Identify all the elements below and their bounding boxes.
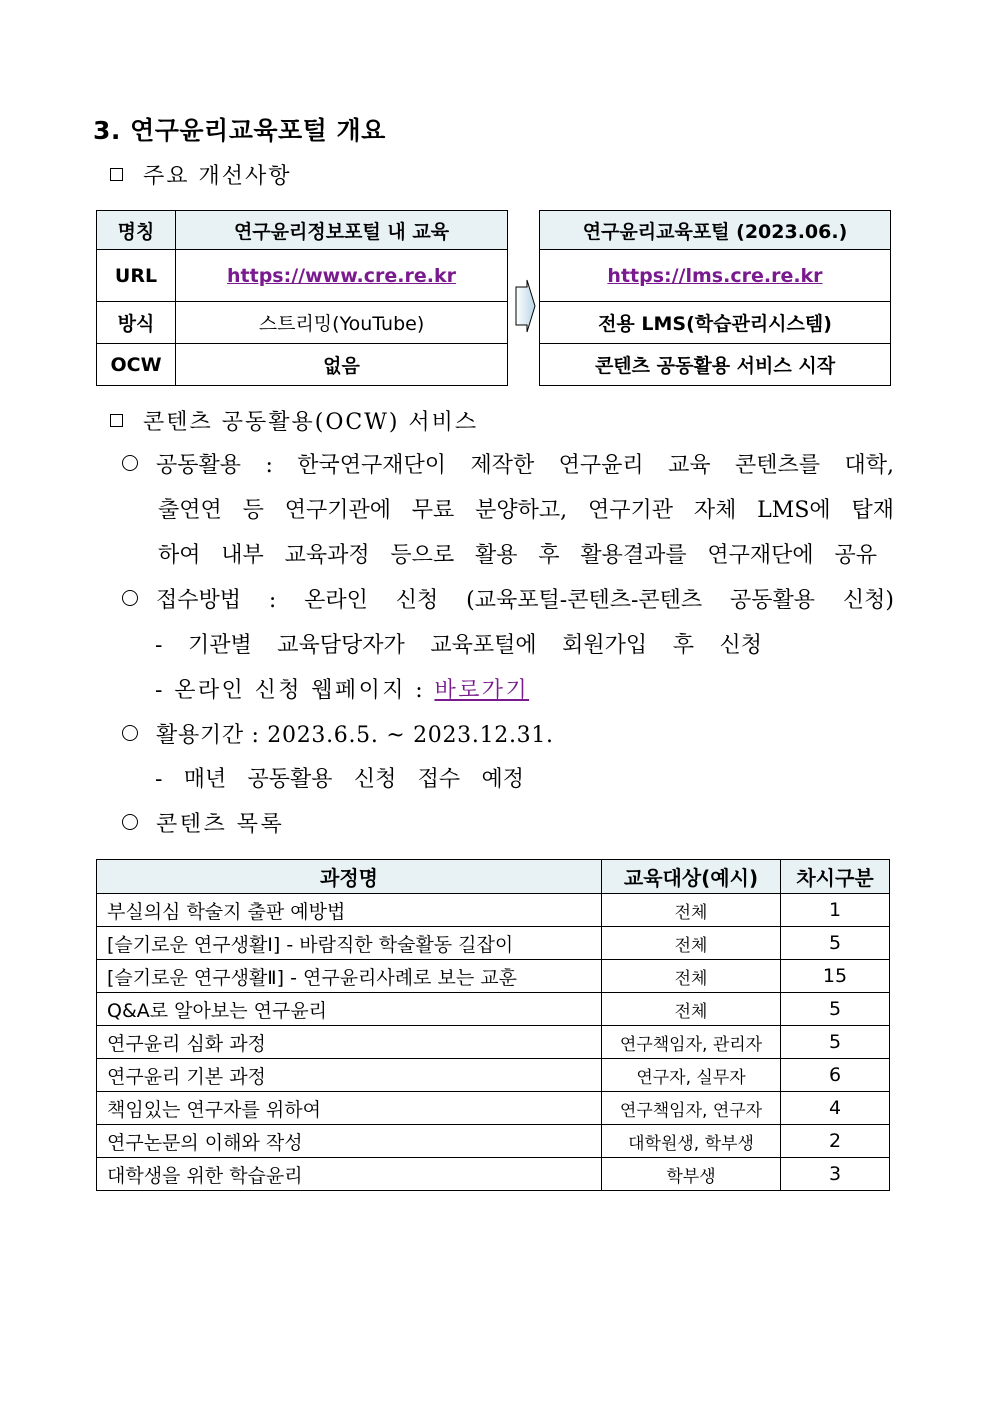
after-method-value: 전용 LMS(학습관리시스템) [540,302,891,344]
course-name: 연구논문의 이해와 작성 [97,1125,602,1158]
course-sessions: 6 [781,1059,890,1092]
circle-bullet-icon [122,814,138,830]
item-period-line1: 활용기간 : 2023.6.5. ~ 2023.12.31. [122,714,554,758]
table-row [97,894,890,927]
after-header: 연구윤리교육포털 (2023.06.) [540,211,891,250]
before-method-value: 스트리밍(YouTube) [176,302,508,344]
course-audience: 전체 [602,993,781,1026]
section-improvements [110,159,292,190]
course-audience: 연구책임자, 연구자 [602,1092,781,1125]
course-sessions: 5 [781,927,890,960]
after-table [539,210,891,386]
circle-bullet-icon [122,455,138,471]
circle-bullet-icon [122,590,138,606]
course-audience: 학부생 [602,1158,781,1191]
course-sessions: 5 [781,993,890,1026]
shortcut-link[interactable]: 바로가기 [434,678,530,703]
course-sessions: 1 [781,894,890,927]
course-sessions: 4 [781,1092,890,1125]
table-row [97,1125,890,1158]
course-name: [슬기로운 연구생활Ⅰ] - 바람직한 학술활동 길잡이 [97,927,602,960]
item-joint-use-line3: 하여 내부 교육과정 등으로 활용 후 활용결과를 연구재단에 공유 [158,543,877,568]
course-sessions: 2 [781,1125,890,1158]
before-ocw-value: 없음 [176,344,508,386]
course-sessions: 15 [781,960,890,993]
page-title: 3. 연구윤리교육포털 개요 [93,116,386,145]
course-audience: 연구자, 실무자 [602,1059,781,1092]
course-name: 연구윤리 기본 과정 [97,1059,602,1092]
course-name: [슬기로운 연구생활Ⅱ] - 연구윤리사례로 보는 교훈 [97,960,602,993]
table-row [97,960,890,993]
table-row [97,993,890,1026]
course-name: Q&A로 알아보는 연구윤리 [97,993,602,1026]
item-application-sub2: - 온라인 신청 웹페이지 : 바로가기 [155,678,530,703]
before-table [96,210,508,386]
courses-table [96,859,890,1191]
course-name: 책임있는 연구자를 위하여 [97,1092,602,1125]
section-ocw-title: 콘텐츠 공동활용(OCW) 서비스 [143,410,479,435]
item-joint-use-line1: 공동활용 : 한국연구재단이 제작한 연구윤리 교육 콘텐츠를 대학, [122,444,894,488]
square-bullet-icon [110,168,123,181]
table-row [97,927,890,960]
course-name: 연구윤리 심화 과정 [97,1026,602,1059]
before-url-label: URL [97,250,176,302]
before-url-link[interactable]: https://www.cre.re.kr [227,264,456,287]
table-row [97,1092,890,1125]
table-row [97,1158,890,1191]
col-header-sessions: 차시구분 [781,860,890,894]
course-audience: 연구책임자, 관리자 [602,1026,781,1059]
item-application-sub1: - 기관별 교육담당자가 교육포털에 회원가입 후 신청 [155,633,762,658]
item-content-list: 콘텐츠 목록 [122,803,284,847]
item-application-line1: 접수방법 : 온라인 신청 (교육포털-콘텐츠-콘텐츠 공동활용 신청) [122,579,894,623]
item-period-sub1: - 매년 공동활용 신청 접수 예정 [155,767,524,792]
before-header-value: 연구윤리정보포털 내 교육 [176,211,508,250]
right-arrow-icon [514,278,536,334]
before-ocw-label: OCW [97,344,176,386]
col-header-course: 과정명 [97,860,602,894]
item-joint-use-line2: 출연연 등 연구기관에 무료 분양하고, 연구기관 자체 LMS에 탑재 [158,498,894,523]
course-audience: 대학원생, 학부생 [602,1125,781,1158]
square-bullet-icon [110,414,123,427]
course-audience: 전체 [602,927,781,960]
circle-bullet-icon [122,725,138,741]
section-ocw [110,405,478,436]
course-audience: 전체 [602,894,781,927]
after-url-link[interactable]: https://lms.cre.re.kr [607,264,823,287]
course-audience: 전체 [602,960,781,993]
section-improvements-title: 주요 개선사항 [143,164,292,189]
course-sessions: 5 [781,1026,890,1059]
course-name: 대학생을 위한 학습윤리 [97,1158,602,1191]
after-ocw-value: 콘텐츠 공동활용 서비스 시작 [540,344,891,386]
before-header-label: 명칭 [97,211,176,250]
col-header-audience: 교육대상(예시) [602,860,781,894]
table-row [97,1026,890,1059]
course-name: 부실의심 학술지 출판 예방법 [97,894,602,927]
before-method-label: 방식 [97,302,176,344]
courses-header-row [97,860,890,894]
table-row [97,1059,890,1092]
course-sessions: 3 [781,1158,890,1191]
